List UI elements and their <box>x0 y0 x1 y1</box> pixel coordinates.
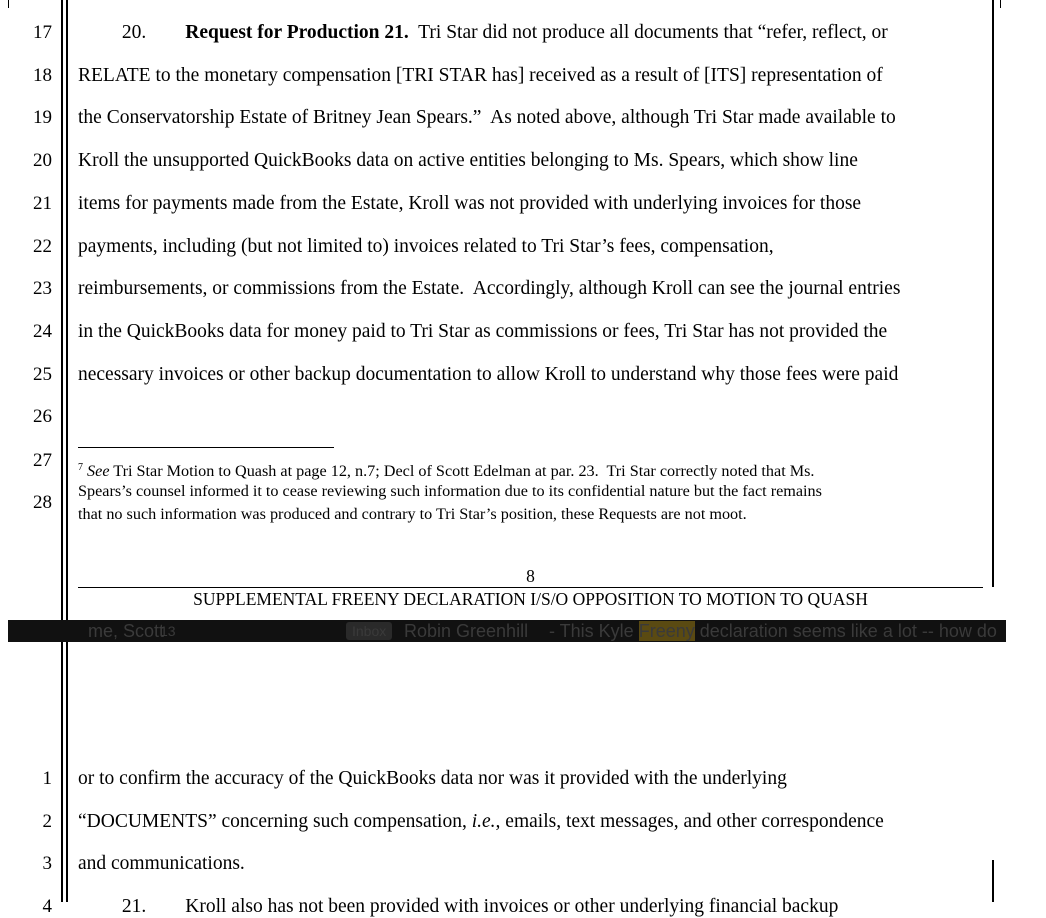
text-run: “DOCUMENTS” concerning such compensation, <box>78 810 472 832</box>
body-text-line <box>78 321 887 343</box>
line-number: 24 <box>33 320 52 342</box>
email-snippet-after: declaration seems like a lot -- how do <box>694 621 997 641</box>
text-run: Spears’s counsel informed it to cease reviewing such information due to its confidential nature but the fact remains <box>78 482 822 500</box>
left-margin-rule-outer <box>61 0 63 902</box>
text-run: the Conservatorship Estate of Britney Jean Spears.” As noted above, although Tri Star made available to <box>78 107 896 129</box>
text-run: Kroll the unsupported QuickBooks data on active entities belonging to Ms. Spears, which show line <box>78 150 858 172</box>
line-number: 19 <box>33 107 52 129</box>
line-number: 26 <box>33 406 52 428</box>
line-number: 18 <box>33 64 52 86</box>
line-number: 28 <box>33 492 52 513</box>
footnote-line <box>78 504 747 524</box>
line-number: 2 <box>42 810 52 832</box>
footer-rule <box>78 587 983 588</box>
footnote-line <box>78 481 822 501</box>
body-text-line <box>78 236 774 258</box>
text-run: emails, text messages, and other correspondence <box>500 810 884 832</box>
email-from: Robin Greenhill <box>404 621 529 641</box>
body-text-line <box>78 811 884 833</box>
text-run: necessary invoices or other backup documentation to allow Kroll to understand why those fees were paid <box>78 363 899 385</box>
text-run: See <box>87 462 110 480</box>
top-edge-tick <box>1000 0 1001 8</box>
text-run: reimbursements, or commissions from the Estate. Accordingly, although Kroll can see the journal entries <box>78 278 901 300</box>
line-number: 3 <box>42 853 52 875</box>
text-run: Tri Star Motion to Quash at page 12, n.7; Decl of Scott Edelman at par. 23. Tri Star correctly noted that Ms. <box>109 462 815 480</box>
body-text-line <box>78 22 888 44</box>
text-run: 20. <box>78 22 186 43</box>
body-text-line <box>78 193 861 215</box>
line-number: 21 <box>33 192 52 214</box>
footnote-line <box>78 458 814 481</box>
text-run: i.e., <box>471 810 501 832</box>
email-thread-count: 13 <box>160 623 176 639</box>
text-run: RELATE to the monetary compensation [TRI STAR has] received as a result of [ITS] representation of <box>78 64 883 86</box>
line-number: 20 <box>33 150 52 172</box>
text-run: 21. Kroll also has not been provided with invoices or other underlying financial backup <box>78 896 839 918</box>
page-number: 8 <box>526 566 535 586</box>
email-sender: me, Scott <box>88 621 165 641</box>
text-run: or to confirm the accuracy of the QuickBooks data nor was it provided with the underlying <box>78 768 787 789</box>
text-run: and communications. <box>78 853 245 875</box>
text-run: that no such information was produced and contrary to Tri Star’s position, these Requests are not moot. <box>78 505 747 523</box>
line-number: 1 <box>42 768 52 789</box>
text-run: in the QuickBooks data for money paid to Tri Star as commissions or fees, Tri Star has not provided the <box>78 320 888 342</box>
body-text-line <box>78 278 900 300</box>
body-text-line <box>78 65 883 87</box>
line-number: 4 <box>42 896 52 918</box>
right-margin-rule-lower <box>992 860 994 902</box>
line-number: 17 <box>33 22 52 43</box>
line-number: 25 <box>33 363 52 385</box>
line-number: 27 <box>33 450 52 471</box>
body-text-line <box>78 364 898 386</box>
email-snippet-highlight: Freeny <box>638 621 695 641</box>
line-number: 23 <box>33 278 52 300</box>
text-run: payments, including (but not limited to) invoices related to Tri Star’s fees, compensation, <box>78 235 774 257</box>
text-run: Tri Star did not produce all documents that “refer, reflect, or <box>408 22 888 43</box>
email-snippet <box>549 620 997 642</box>
body-text-line <box>78 896 838 918</box>
text-run: items for payments made from the Estate, Kroll was not provided with underlying invoices for those <box>78 192 862 214</box>
text-run: Request for Production 21. <box>185 22 409 43</box>
left-margin-rule-inner <box>66 0 68 902</box>
footnote-separator <box>78 447 334 448</box>
body-text-line <box>78 853 245 875</box>
footnote-mark: 7 <box>78 462 83 473</box>
footer-title: SUPPLEMENTAL FREENY DECLARATION I/S/O OPPOSITION TO MOTION TO QUASH <box>193 589 868 609</box>
line-number: 22 <box>33 235 52 257</box>
email-snippet-before: - This Kyle <box>549 621 639 641</box>
body-text-line <box>78 150 858 172</box>
top-edge-tick <box>8 0 9 8</box>
right-margin-rule <box>992 0 994 587</box>
inbox-label-chip[interactable]: Inbox <box>346 622 392 640</box>
body-text-line <box>78 107 896 129</box>
body-text-line <box>78 768 787 790</box>
email-notification-strip[interactable] <box>8 620 1006 642</box>
